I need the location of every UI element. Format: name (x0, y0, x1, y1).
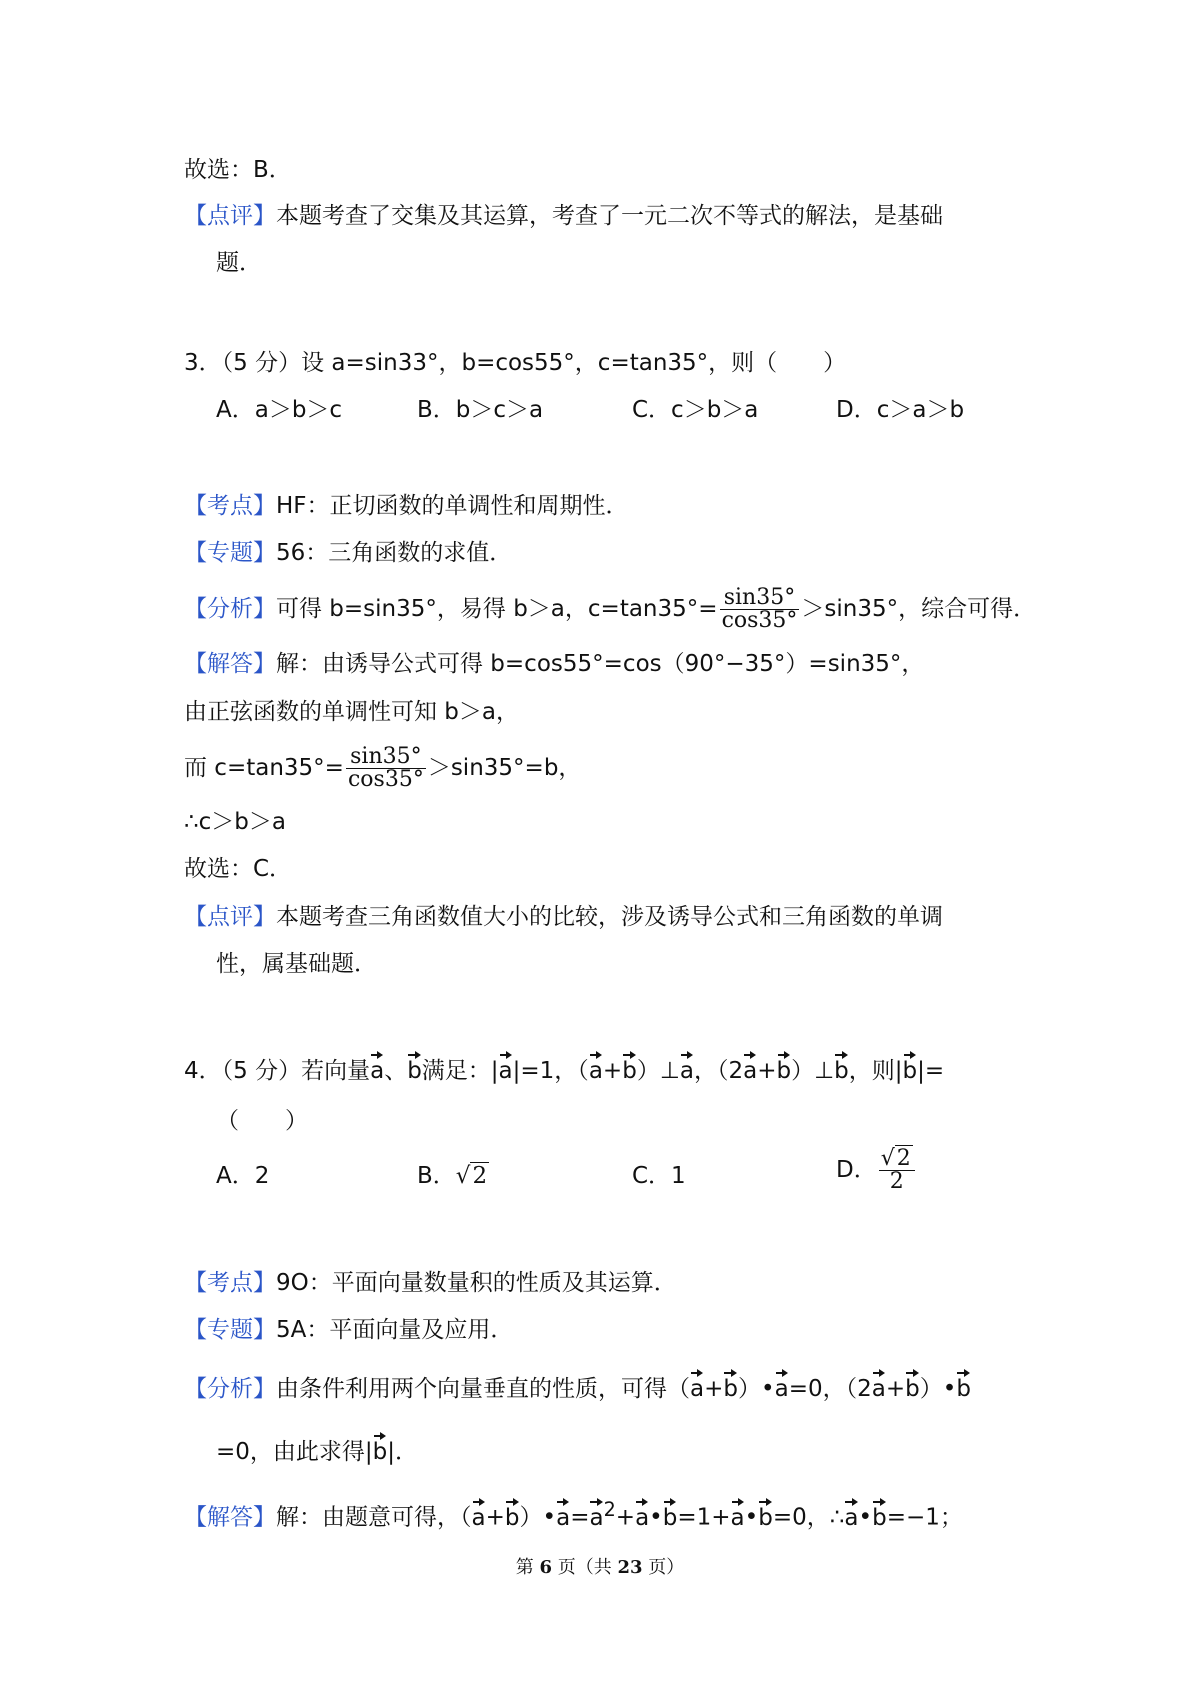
q4-option-c: C．1 (632, 1163, 686, 1189)
q4-zhuanti: 【专题】5A：平面向量及应用． (184, 1317, 514, 1343)
q3-option-c: C．c＞b＞a (632, 397, 759, 423)
q3-jieda: 【解答】解：由诱导公式可得 b=cos55°=cos（90°−35°）=sin35°， (184, 651, 925, 677)
fraction-sqrt2-over-2: $\frac{√2}{2}$ (879, 1148, 915, 1193)
q3-step-2: 而 c=tan35°= $\frac{\sin 35^\circ}{\cos 35^\circ}$ ＞sin35°=b， (184, 744, 582, 792)
q4-option-a: A．2 (216, 1163, 270, 1189)
fraction-sin-cos: $\frac{\sin 35^\circ}{\cos 35^\circ}$ (721, 585, 798, 633)
q4-fenxi: 【分析】由条件利用两个向量垂直的性质，可得（a+b）•a=0，（2a+b）•b (184, 1370, 971, 1405)
q4-option-d: D． $\frac{√2}{2}$ (836, 1148, 917, 1193)
comment-line-2: 题． (216, 250, 262, 276)
q4-jieda: 【解答】解：由题意可得，$(a+b)•a=a^2+a•b=1+a•b=0$，∴a•b=−1； (184, 1498, 963, 1531)
q4-kaodian: 【考点】9O：平面向量数量积的性质及其运算． (184, 1270, 677, 1296)
question-4-stem: 4．（5 分）若向量a、b满足：|a|=1，（a+b）⊥a，（2a+b）⊥b，则|b|= (184, 1052, 944, 1087)
fraction-sin-cos-2: $\frac{\sin 35^\circ}{\cos 35^\circ}$ (347, 744, 424, 792)
comment-line: 【点评】本题考查了交集及其运算，考查了一元二次不等式的解法，是基础 (184, 203, 943, 229)
q3-option-b: B．b＞c＞a (417, 397, 544, 423)
total-pages: 23 (617, 1557, 643, 1578)
q3-option-d: D．c＞a＞b (836, 397, 965, 423)
q4-option-b: B．√2 (417, 1163, 488, 1189)
sqrt-two: √2 (455, 1163, 488, 1189)
q3-kaodian: 【考点】HF：正切函数的单调性和周期性． (184, 493, 629, 519)
question-3-stem: 3．（5 分）设 a=sin33°，b=cos55°，c=tan35°，则（ ） (184, 350, 847, 376)
q3-step-4: 故选：C． (184, 856, 293, 882)
q3-dianping-2: 性，属基础题． (216, 951, 377, 977)
page-footer: 第 6 页（共 23 页） (515, 1557, 685, 1578)
q3-fenxi: 【分析】可得 b=sin35°，易得 b＞a，c=tan35°= $\frac{\sin 35^\circ}{\cos 35^\circ}$ ＞sin35°，综合可得． (184, 585, 1037, 633)
q3-option-a: A．a＞b＞c (216, 397, 343, 423)
q3-step-1: 由正弦函数的单调性可知 b＞a， (184, 699, 520, 725)
q3-zhuanti: 【专题】56：三角函数的求值． (184, 540, 513, 566)
comment-tag: 【点评】 (184, 203, 276, 229)
q4-paren: （ ） (216, 1108, 308, 1134)
q4-fenxi-2: =0，由此求得|b|． (216, 1433, 418, 1468)
q3-dianping: 【点评】本题考查三角函数值大小的比较，涉及诱导公式和三角函数的单调 (184, 904, 943, 930)
q3-step-3: ∴c＞b＞a (184, 809, 286, 835)
vector-a: a (370, 1052, 384, 1084)
page-number: 6 (539, 1557, 552, 1578)
vector-b: b (407, 1052, 422, 1084)
conclusion-line: 故选：B． (184, 157, 292, 183)
